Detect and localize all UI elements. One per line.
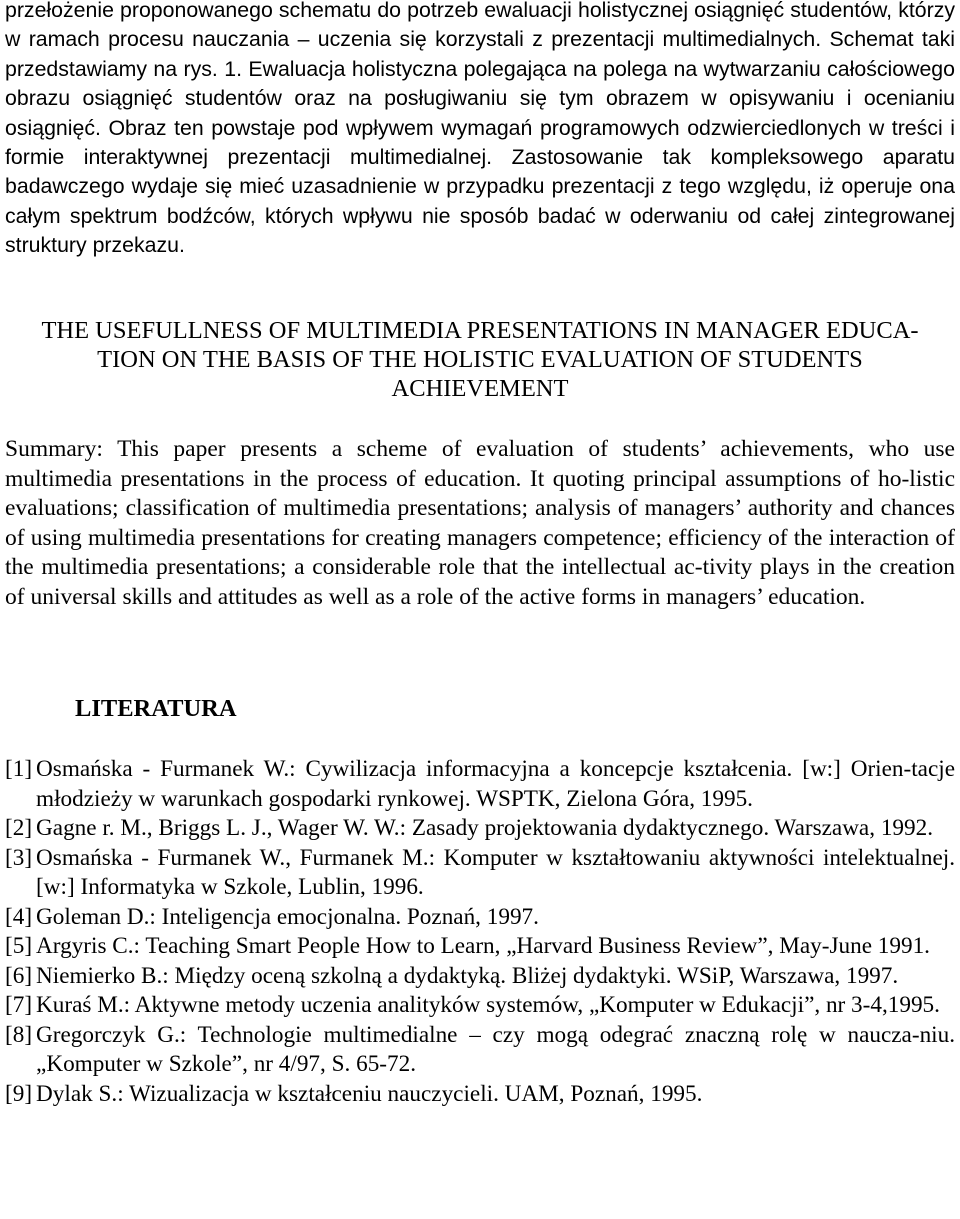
reference-item bbox=[5, 903, 955, 933]
english-article-title: THE USEFULLNESS OF MULTIMEDIA PRESENTATIONS IN MANAGER EDUCA-TION ON THE BASIS OF THE HOLISTIC EVALUATION OF STUDENTS ACHIEVEMENT bbox=[41, 317, 919, 402]
reference-text: Argyris C.: Teaching Smart People How to Learn, „Harvard Business Review”, May-June 1991. bbox=[36, 933, 930, 959]
reference-item bbox=[5, 932, 955, 962]
literature-heading: LITERATURA bbox=[75, 695, 237, 722]
reference-item bbox=[5, 814, 955, 844]
reference-number: [8] bbox=[5, 1021, 33, 1048]
reference-number: [2] bbox=[5, 815, 33, 841]
reference-item bbox=[5, 991, 955, 1021]
reference-item bbox=[5, 844, 955, 903]
reference-number: [3] bbox=[5, 844, 33, 871]
reference-item bbox=[5, 1021, 955, 1080]
reference-text: Kuraś M.: Aktywne metody uczenia analityków systemów, „Komputer w Edukacji”, nr 3-4,1995. bbox=[36, 992, 940, 1018]
reference-item bbox=[5, 755, 955, 814]
reference-number: [6] bbox=[5, 962, 33, 989]
summary-paragraph: Summary: This paper presents a scheme of evaluation of students’ achievements, who use multimedia presentations in the process of education. It quoting principal assumptions of ho-listic evaluations; classification of multimedia presentations; analysis of managers’ authority and chances of using multimedia presentations for creating managers competence; efficiency of the interaction of the multimedia presentations; a considerable role that the intellectual ac-tivity plays in the creation of universal skills and attitudes as well as a role of the active forms in managers’ education. bbox=[5, 436, 955, 610]
reference-text: Gregorczyk G.: Technologie multimedialne – czy mogą odegrać znaczną rolę w naucza-niu. „Komputer w Szkole”, nr 4/97, S. 65-72. bbox=[36, 1021, 955, 1077]
reference-text: Niemierko B.: Między oceną szkolną a dydaktyką. Bliżej dydaktyki. WSiP, Warszawa, 1997. bbox=[36, 962, 899, 989]
reference-text: Goleman D.: Inteligencja emocjonalna. Poznań, 1997. bbox=[36, 903, 539, 930]
reference-item bbox=[5, 962, 955, 992]
reference-number: [7] bbox=[5, 992, 33, 1018]
polish-body-paragraph: przełożenie proponowanego schematu do potrzeb ewaluacji holistycznej osiągnięć studentów, którzy w ramach procesu nauczania – uczenia się korzystali z prezentacji multimedialnych. Schemat taki przedstawiamy na rys. 1. Ewaluacja holistyczna polegająca na polega na wytwarzaniu całościowego obrazu osiągnięć studentów oraz na posługiwaniu się tym obrazem w opisywaniu i ocenianiu osiągnięć. Obraz ten powstaje pod wpływem wymagań programowych odzwierciedlonych w treści i formie interaktywnej prezentacji multimedialnej. Zastosowanie tak kompleksowego aparatu badawczego wydaje się mieć uzasadnienie w przypadku prezentacji z tego względu, iż operuje ona całym spektrum bodźców, których wpływu nie sposób badać w oderwaniu od całej zintegrowanej struktury przekazu. bbox=[5, 0, 955, 258]
reference-text: Gagne r. M., Briggs L. J., Wager W. W.: Zasady projektowania dydaktycznego. Warszawa, 1992. bbox=[36, 815, 933, 841]
reference-number: [1] bbox=[5, 756, 33, 782]
reference-number: [4] bbox=[5, 903, 33, 930]
reference-text: Osmańska - Furmanek W., Furmanek M.: Komputer w kształtowaniu aktywności intelektualnej. [w:] Informatyka w Szkole, Lublin, 1996. bbox=[36, 844, 955, 900]
reference-text: Osmańska - Furmanek W.: Cywilizacja informacyjna a koncepcje kształcenia. [w:] Orien-tacje młodzieży w warunkach gospodarki rynkowej. WSPTK, Zielona Góra, 1995. bbox=[36, 756, 955, 812]
reference-item bbox=[5, 1080, 955, 1110]
reference-text: Dylak S.: Wizualizacja w kształceniu nauczycieli. UAM, Poznań, 1995. bbox=[36, 1080, 703, 1107]
reference-list bbox=[5, 755, 955, 1109]
reference-number: [9] bbox=[5, 1080, 33, 1107]
reference-number: [5] bbox=[5, 933, 33, 959]
